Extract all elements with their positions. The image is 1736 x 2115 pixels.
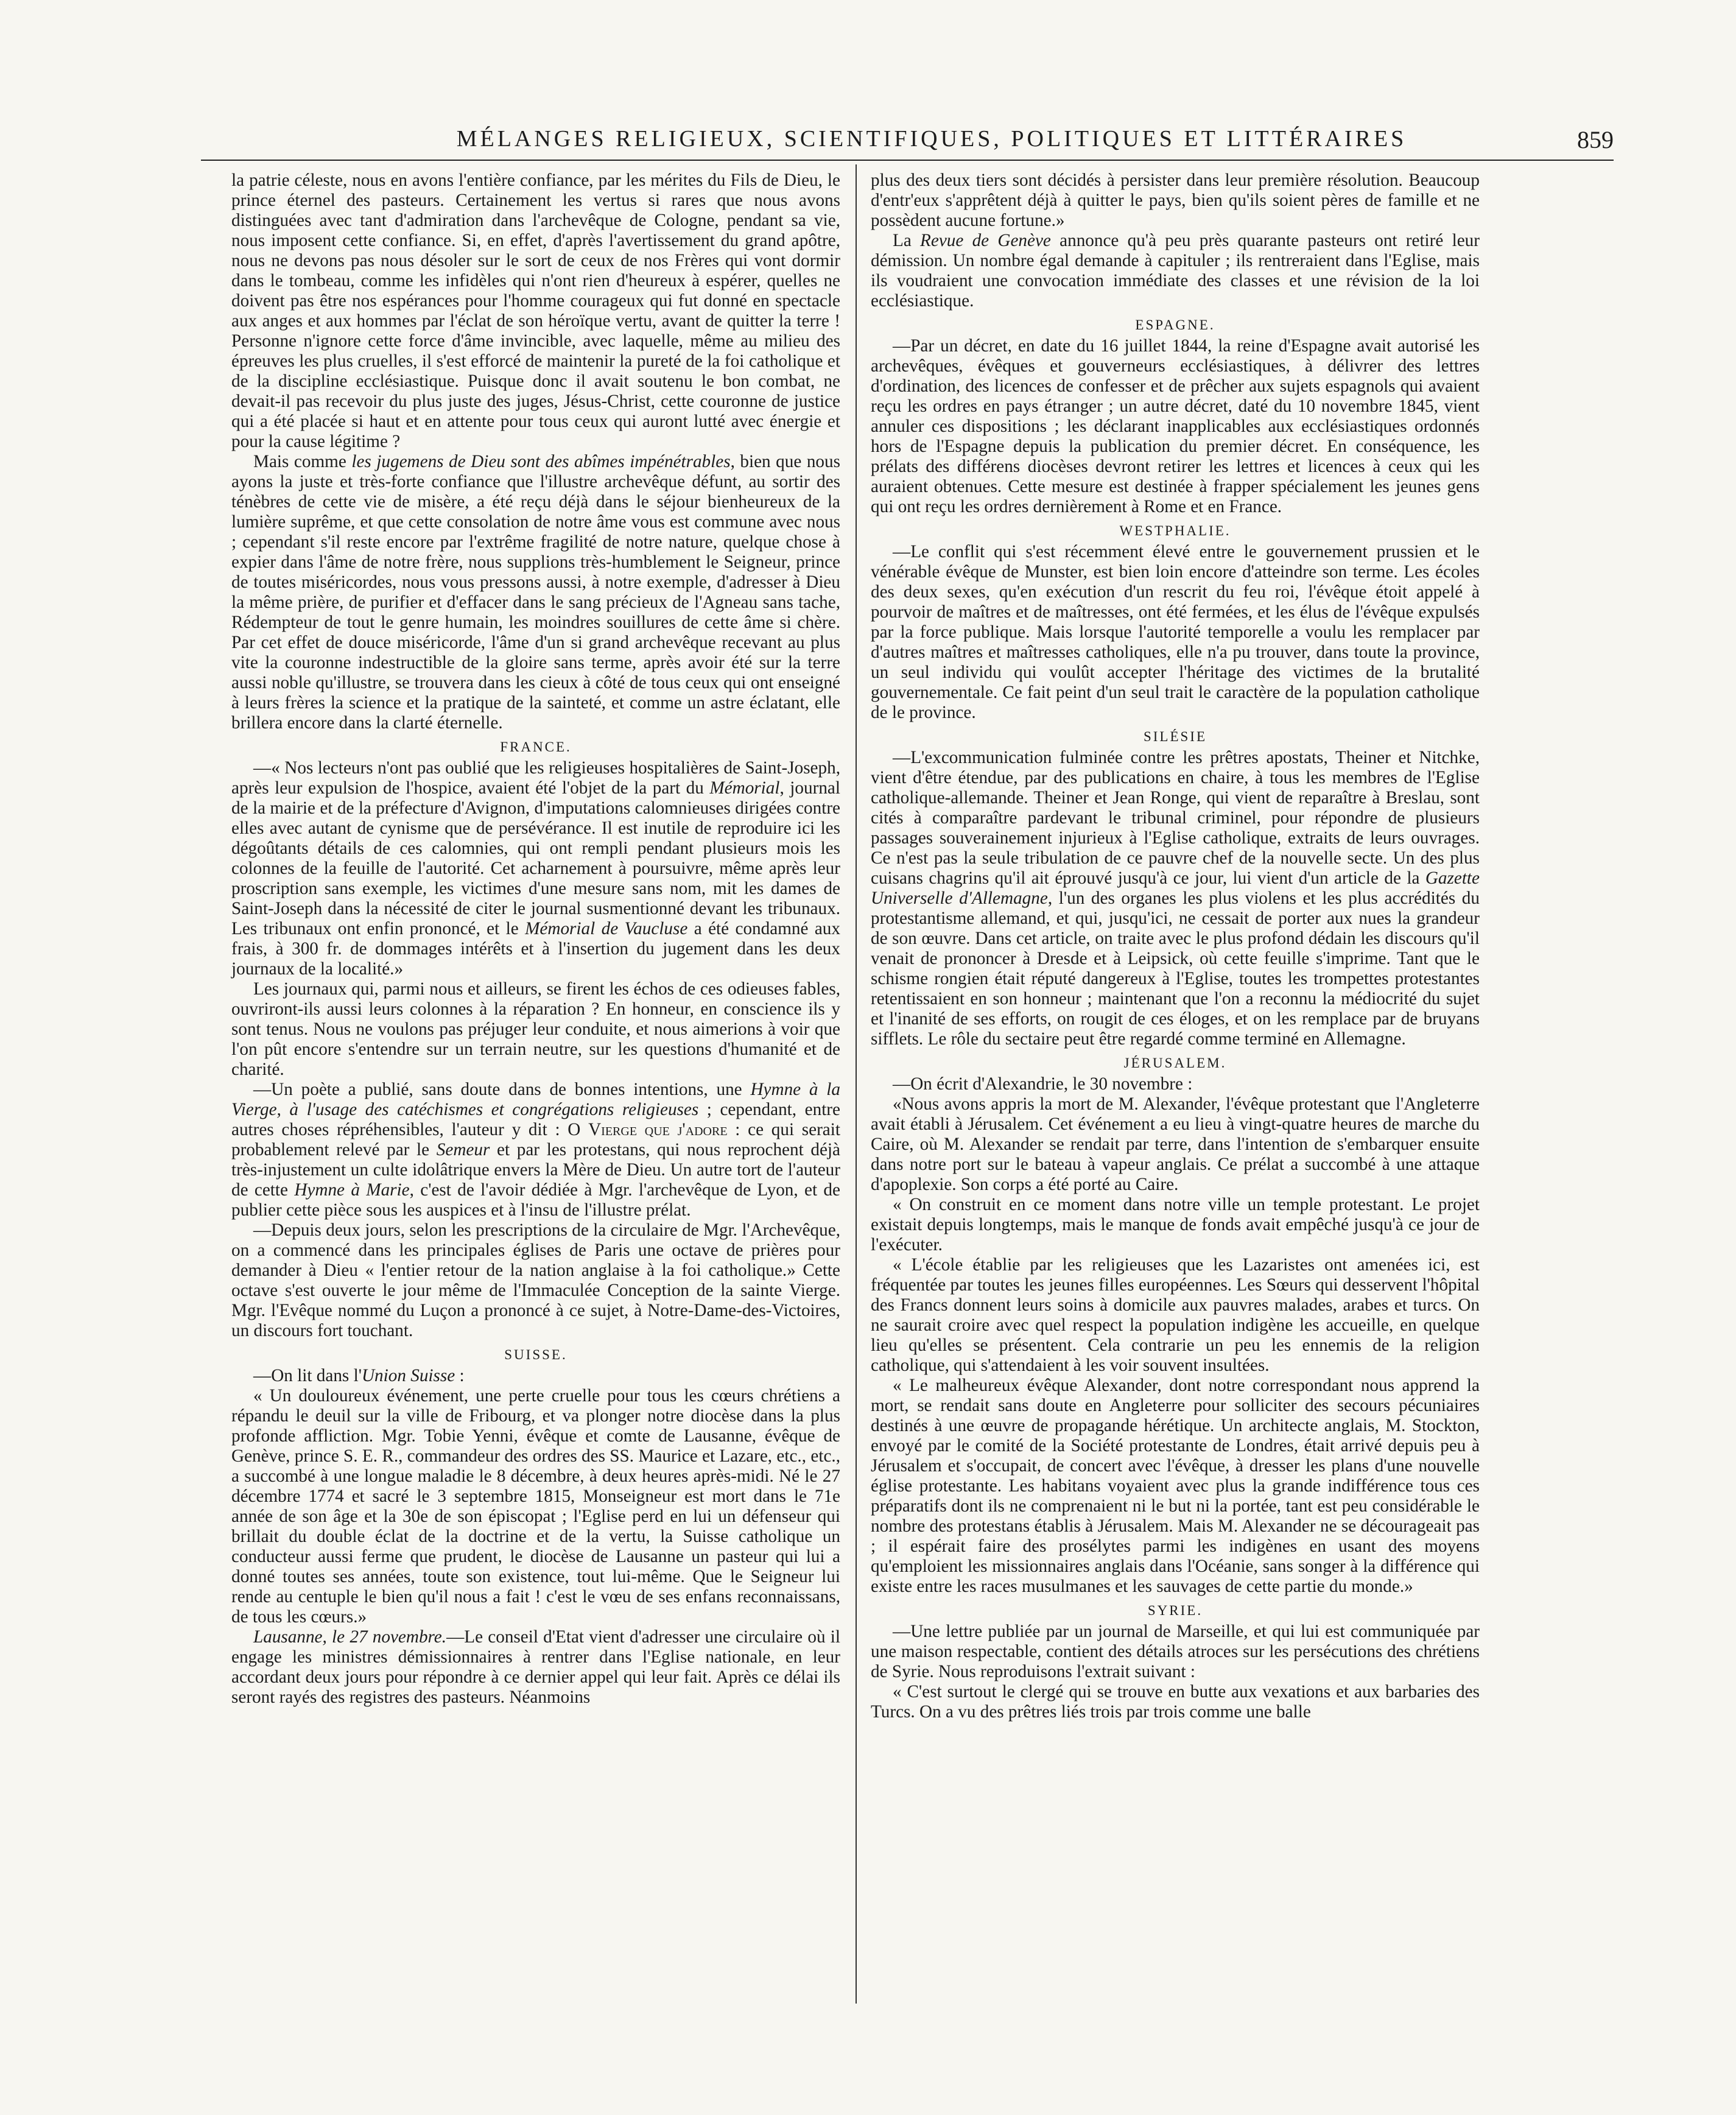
- page-header: [231, 121, 1632, 157]
- text: —L'excommunication fulminée contre les prêtres apostats, Theiner et Nitchke, vient d'être étendue, par des publications en chaire, à tous les membres de l'Eglise catholique-allemande. Theiner et Jean Ronge, qui vient de reparaître à Breslau, sont cités à comparaître pardevant le tribunal criminel, pour répondre de plusieurs passages souverainement injurieux à l'Eglise catholique, extraits de leurs ouvrages. Ce n'est pas la seule tribulation de ce pauvre chef de la nouvelle secte. Un des plus cuisans chagrins qu'il ait éprouvé jusqu'à ce jour, lui vient d'un article de la: [871, 748, 1480, 888]
- text: annonce qu'à peu près quarante pasteurs ont retiré leur démission. Un nombre égal demande à capituler ; ils rentreraient dans l'Eglise, mais ils voudraient une convocation immédiate des classes et une révision de la loi ecclésiastique.: [871, 231, 1480, 311]
- paragraph: «Nous avons appris la mort de M. Alexander, l'évêque protestant que l'Angleterre avait établi à Jérusalem. Cet événement a eu lieu à vingt-quatre heures de marche du Caire, où M. Alexander se rendait par terre, dans l'intention de s'embarquer ensuite dans notre port sur le bateau à vapeur anglais. Ce prélat a succombé à une attaque d'apoplexie. Son corps a été porté au Caire.: [871, 1094, 1480, 1194]
- paragraph: « L'école établie par les religieuses que les Lazaristes ont amenées ici, est fréquentée par toutes les jeunes filles européennes. Les Sœurs qui desservent l'hôpital des Francs donnent leurs soins à domicile aux pauvres malades, arabes et turcs. On ne saurait croire avec quel respect la population indigène les accueille, en quelque lieu qu'elles se présentent. Cela contrarie un peu les ennemis de la religion catholique, qui s'attendaient à les voir souvent insultées.: [871, 1255, 1480, 1375]
- paragraph: Les journaux qui, parmi nous et ailleurs, se firent les échos de ces odieuses fables, ouvriront-ils aussi leurs colonnes à la réparation ? En honneur, en conscience ils y sont tenus. Nous ne voulons pas préjuger leur conduite, et nous aimerions à voir que l'on pût encore s'entendre sur un terrain neutre, sur les questions d'humanité et de charité.: [231, 979, 840, 1079]
- text: et par les protestans, qui nous reprochent déjà très-injustement un culte idolâtrique envers la Mère de Dieu. Un autre tort de l'auteur de cette: [231, 1140, 840, 1200]
- paragraph: la patrie céleste, nous en avons l'entière confiance, par les mérites du Fils de Dieu, le prince éternel des pasteurs. Certainement les vertus si rares que nous avons distinguées avec tant d'admiration dans l'archevêque de Cologne, pendant sa vie, nous imposent cette confiance. Si, en effet, d'après l'avertissement du grand apôtre, nous ne devons pas nous désoler sur le sort de ceux de nos Frères qui vont dormir dans le tombeau, comme les infidèles qui n'ont rien d'heureux à espérer, quelles ne doivent pas être nos espérances pour l'homme courageux qui fut donné en spectacle aux anges et aux hommes par l'éclat de son héroïque vertu, avant de quitter la terre ! Personne n'ignore cette force d'âme invincible, avec laquelle, même au milieu des épreuves les plus cruelles, il s'est efforcé de maintenir la pureté de la foi catholique et de la discipline ecclésiastique. Puisque donc il avait soutenu le bon combat, ne devait-il pas recevoir du plus juste des juges, Jésus-Christ, cette couronne de justice qui a été placée si haut et en attente pour tous ceux qui auront lutté avec énergie et pour la cause légitime ?: [231, 171, 840, 451]
- italic-text: Revue de Genève: [920, 231, 1051, 250]
- section-heading-westphalie: WESTPHALIE.: [1119, 523, 1231, 538]
- section-heading-syrie: SYRIE.: [1147, 1603, 1203, 1618]
- text: —Un poète a publié, sans doute dans de bonnes intentions, une: [253, 1080, 751, 1099]
- paragraph: « On construit en ce moment dans notre ville un temple protestant. Le projet existait depuis longtemps, mais le manque de fonds avait empêché jusqu'à ce jour de l'exécuter.: [871, 1195, 1480, 1255]
- paragraph: [231, 1080, 840, 1220]
- smallcaps-text: Vierge que j'adore: [588, 1120, 728, 1139]
- text: ; cependant, entre autres choses répréhensibles, l'auteur y dit : O: [231, 1100, 840, 1139]
- paragraph: —Depuis deux jours, selon les prescriptions de la circulaire de Mgr. l'Archevêque, on a commencé dans les principales églises de Paris une octave de prières pour demander à Dieu « l'entier retour de la nation anglaise à la foi catholique.» Cette octave s'est ouverte le jour même de l'Immaculée Conception de la sainte Vierge. Mgr. l'Evêque nommé du Luçon a prononcé à ce sujet, à Notre-Dame-des-Victoires, un discours fort touchant.: [231, 1220, 840, 1340]
- paragraph: —On écrit d'Alexandrie, le 30 novembre :: [893, 1074, 1193, 1094]
- paragraph: « Le malheureux évêque Alexander, dont notre correspondant nous apprend la mort, se rendait sans doute en Angleterre pour solliciter des secours pécuniaires destinés à une œuvre de propagande hérétique. Un architecte anglais, M. Stockton, envoyé par le comité de la Société protestante de Londres, était arrivé depuis peu à Jérusalem et s'occupait, de concert avec l'évêque, à dresser les plans d'une nouvelle église protestante. Les habitans voyaient avec plus la grande indifférence tous ces préparatifs dont ils ne comprenaient ni le but ni la portée, tant est peu considérable le nombre des protestans établis à Jérusalem. Mais M. Alexander ne se décourageait pas ; il espérait faire des prosélytes parmi les indigènes en usant des moyens qu'emploient les missionnaires anglais dans l'Océanie, sans songer à la différence qui existe entre les races musulmanes et les sauvages de cette partie du monde.»: [871, 1376, 1480, 1596]
- header-rule: [201, 160, 1614, 161]
- paragraph: [231, 1627, 840, 1708]
- text: —Le conseil d'Etat vient d'adresser une circulaire où il engage les ministres démissionnaires à rentrer dans l'Eglise nationale, en leur accordant deux jours pour répondre à ce dernier appel qui leur fait. Après ce délai ils seront rayés des registres des pasteurs. Néanmoins: [231, 1627, 840, 1707]
- italic-text: les jugemens de Dieu sont des abîmes impénétrables: [351, 452, 731, 471]
- text: :: [455, 1366, 465, 1385]
- text: Mais comme: [253, 452, 352, 471]
- text: , bien que nous ayons la juste et très-forte confiance que l'illustre archevêque défunt, au sortir des ténèbres de cette vie de misère, a été reçu déjà dans le séjour bienheureux de la lumière suprême, et que cette consolation de notre âme vous est commune avec nous ; cependant s'il reste encore par l'extrême fragilité de notre nature, quelque chose à expier dans l'âme de notre frère, nous supplions très-humblement le Seigneur, prince de toutes miséricordes, nous vous pressons aussi, à notre exemple, d'adresser à Dieu la même prière, de purifier et d'effacer dans le sang précieux de l'Agneau sans tache, Rédempteur de tout le genre humain, les moindres souillures de cette âme si chère. Par cet effet de douce miséricorde, l'âme d'un si grand archevêque recevant au plus vite la couronne indestructible de la gloire sans terme, après avoir été sur la terre aussi noble qu'illustre, se trouvera dans les cieux à côté de tous ceux qui ont enseigné à leurs frères la science et la pratique de la sainteté, et comme un astre éclatant, elle brillera encore dans la clarté éternelle.: [231, 452, 840, 733]
- paragraph: [231, 1366, 840, 1386]
- section-heading-jerusalem: JÉRUSALEM.: [1123, 1055, 1227, 1071]
- italic-text: Semeur: [436, 1140, 490, 1160]
- text: , c'est de l'avoir dédiée à Mgr. l'archevêque de Lyon, et de publier cette pièce sous les auspices et à l'insu de l'illustre prélat.: [231, 1180, 840, 1220]
- text: —On lit dans l': [253, 1366, 362, 1385]
- paragraph: [231, 452, 840, 733]
- running-title: MÉLANGES RELIGIEUX, SCIENTIFIQUES, POLITIQUES ET LITTÉRAIRES: [456, 126, 1407, 152]
- text: —« Nos lecteurs n'ont pas oublié que les religieuses hospitalières de Saint-Joseph, après leur expulsion de l'hospice, avaient été l'objet de la part du: [231, 758, 840, 798]
- italic-text: Union Suisse: [361, 1366, 455, 1385]
- section-heading-suisse: SUISSE.: [504, 1347, 568, 1362]
- section-heading-silesie: SILÉSIE: [1143, 729, 1207, 744]
- paragraph: —Par un décret, en date du 16 juillet 1844, la reine d'Espagne avait autorisé les archevêques, évêques et gouverneurs ecclésiastiques, à délivrer des lettres d'ordination, des licences de confesser et de prêcher aux sujets espagnols qui avaient reçu les ordres en pays étranger ; un autre décret, daté du 10 novembre 1845, vient annuler ces dispositions ; les déclarant inapplicables aux ecclésiastiques ordonnés hors de l'Espagne depuis la publication du premier décret. En conséquence, les prélats des différens diocèses devront retirer les lettres et licences à ceux qui les auraient obtenues. Cette mesure est destinée à frapper spécialement les jeunes gens qui ont reçu les ordres dernièrement à Rome et en France.: [871, 336, 1480, 516]
- italic-text: Lausanne, le 27 novembre.: [253, 1627, 447, 1647]
- page-number: 859: [1577, 126, 1614, 153]
- paragraph: [871, 748, 1480, 1049]
- italic-text: Hymne à Marie: [294, 1180, 410, 1200]
- text: a été condamné aux frais, à 300 fr. de dommages intérêts et à l'insertion du jugement dans les deux journaux de la localité.»: [231, 919, 840, 979]
- column-divider: [856, 164, 857, 2004]
- paragraph: [231, 758, 840, 979]
- text: : ce qui serait probablement relevé par le: [231, 1120, 840, 1160]
- paragraph: « Un douloureux événement, une perte cruelle pour tous les cœurs chrétiens a répandu le deuil sur la ville de Fribourg, et va plonger notre diocèse dans la plus profonde affliction. Mgr. Tobie Yenni, évêque et comte de Lausanne, évêque de Genève, prince S. E. R., commandeur des ordres des SS. Maurice et Lazare, etc., etc., a succombé à une longue maladie le 8 décembre, à deux heures après-midi. Né le 27 décembre 1774 et sacré le 3 septembre 1815, Monseigneur est mort dans le 71e année de son âge et la 30e de son épiscopat ; l'Eglise perd en lui un défenseur qui brillait du double éclat de la doctrine et de la vertu, la Suisse catholique un conducteur aussi ferme que prudent, le diocèse de Lausanne un pasteur qui lui a donné toutes ses années, toute son existence, tout lui-même. Que le Seigneur lui rende au centuple le bien qu'il nous a fait ! c'est le vœu de ses enfans reconnaissans, de tous les cœurs.»: [231, 1386, 840, 1627]
- paragraph: —Le conflit qui s'est récemment élevé entre le gouvernement prussien et le vénérable évêque de Munster, est bien loin encore d'atteindre son terme. Les écoles des deux sexes, qu'en exécution d'un rescrit du feu roi, l'évêque étoit appelé à pourvoir de maîtres et de maîtresses, ont été fermées, et les élus de l'évêque expulsés par la force publique. Mais lorsque l'autorité temporelle a voulu les remplacer par d'autres maîtres et maîtresses catholiques, elle n'a pu trouver, dans toute la province, un seul individu qui voulût accepter l'héritage des victimes de la brutalité gouvernementale. Ce fait peint d'un seul trait le caractère de la population catholique de le province.: [871, 542, 1480, 722]
- paragraph: —Une lettre publiée par un journal de Marseille, et qui lui est communiquée par une maison respectable, contient des détails atroces sur les persécutions des chrétiens de Syrie. Nous reproduisons l'extrait suivant :: [871, 1622, 1480, 1681]
- section-heading-espagne: ESPAGNE.: [1135, 317, 1215, 333]
- italic-text: Gazette Universelle d'Allemagne: [871, 868, 1480, 908]
- paragraph: [871, 231, 1480, 311]
- italic-text: Mémorial: [709, 778, 780, 798]
- section-heading-france: FRANCE.: [500, 739, 572, 755]
- paragraph: « C'est surtout le clergé qui se trouve en butte aux vexations et aux barbaries des Turcs. On a vu des prêtres liés trois par trois comme une balle: [871, 1682, 1480, 1722]
- left-column: [231, 171, 840, 1708]
- italic-text: Hymne à la Vierge, à l'usage des catéchismes et congrégations religieuses: [231, 1080, 841, 1119]
- right-column: [871, 171, 1480, 1722]
- text: , l'un des organes les plus violens et les plus accrédités du protestantisme allemand, et qui, jusqu'ici, ne cessait de porter aux nues la grandeur de son œuvre. Dans cet article, on traite avec le plus profond dédain les discours qu'il venait de prononcer à Dresde et à Leipsick, où cette feuille s'imprime. Tant que le schisme rongien était réputé dangereux à l'Eglise, toutes les trompettes protestantes retentissaient en son honneur ; maintenant que l'on a reconnu la médiocrité du sujet et l'inanité de ses efforts, on rougit de ces éloges, et on les remplace par de bruyans sifflets. Le rôle du sectaire peut être regardé comme terminé en Allemagne.: [871, 889, 1480, 1049]
- text: , journal de la mairie et de la préfecture d'Avignon, d'imputations calomnieuses dirigées contre elles avec autant de cynisme que de persévérance. Il est inutile de reproduire ici les dégoûtants détails de ces calomnies, qui ont rempli pendant plusieurs mois les colonnes de la feuille de l'autorité. Cet acharnement à poursuivre, même après leur proscription sans exemple, les victimes d'une mesure sans nom, mit les dames de Saint-Joseph dans la nécessité de citer le journal susmentionné devant les tribunaux. Les tribunaux ont enfin prononcé, et le: [231, 778, 840, 938]
- italic-text: Mémorial de Vaucluse: [525, 919, 688, 938]
- text: La: [893, 231, 921, 250]
- paragraph: plus des deux tiers sont décidés à persister dans leur première résolution. Beaucoup d'entr'eux s'apprêtent déjà à quitter le pays, bien qu'ils soient pères de famille et ne possèdent aucune fortune.»: [871, 171, 1480, 230]
